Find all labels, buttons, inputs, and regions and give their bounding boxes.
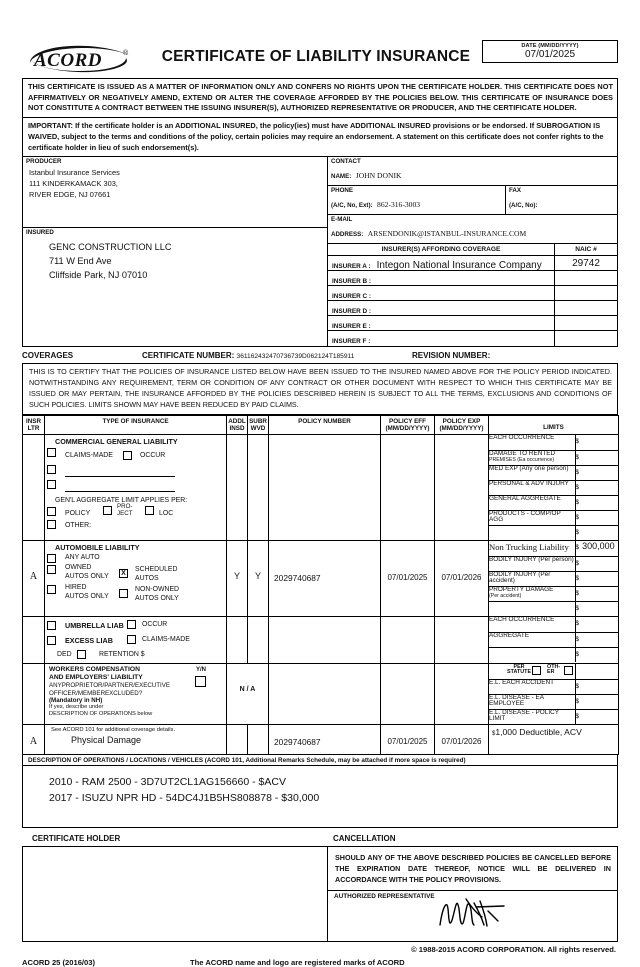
insured-block [23,236,327,328]
th-limits: LIMITS [543,423,564,431]
contact-insurers-right [328,157,617,346]
insurer-row [328,331,617,346]
umbrella-limit-value-2: $ [575,650,580,658]
umbrella-occur-checkbox[interactable] [127,620,136,629]
umbrella-limits-table [489,617,618,662]
wc-limit-name-2: E.L. DISEASE - POLICY LIMIT [489,709,575,724]
producer-block [23,165,327,227]
wc-limit-value-0: $ [575,679,618,694]
email-label: E-MAIL [331,216,353,224]
gl-limit-name-3: PERSONAL & ADV INJURY [489,480,575,495]
wc-limit-name-1: E.L. DISEASE - EA EMPLOYEE [489,694,575,709]
auto-any-auto-checkbox[interactable] [47,554,56,563]
insurer-f-name [370,335,376,346]
auto-hired-checkbox[interactable] [47,585,56,594]
contact-name-cell [328,157,617,186]
insured-address1: 711 W End Ave [49,256,112,267]
auto-owned-checkbox[interactable] [47,565,56,574]
umbrella-checkbox[interactable] [47,621,56,630]
limit-row [489,664,618,679]
trademark-text: The ACORD name and logo are registered marks of ACORD [190,958,405,967]
insurer-e-label: INSURER E : [332,323,371,331]
auto-limit-value-0: $ 300,000 [575,541,618,556]
contact-name-value: JOHN DONIK [355,171,402,181]
gl-other-checkbox[interactable] [47,520,56,529]
th-policy-number: POLICY NUMBER [298,417,351,425]
disclaimer-text: THIS CERTIFICATE IS ISSUED AS A MATTER OF INFORMATION ONLY AND CONFERS NO RIGHTS UPON THE CERTIFICATE HOLDER. THIS CERTIFICATE DOES NOT AFFIRMATIVELY OR NEGATIVELY AMEND, EXTEND OR ALTER THE COVERAGE AFFORDED BY THE POLICIES BELOW. THIS CERTIFICATE OF INSURANCE DOES NOT CONSTITUTE A CONTRACT BETWEEN THE ISSUING INSURER(S), AUTHORIZED REPRESENTATIVE OR PRODUCER, AND THE CERTIFICATE HOLDER. [28,82,613,113]
gl-loc-label: LOC [159,510,174,518]
gl-limit-value-2: $ [575,465,618,480]
certificate-holder-label: CERTIFICATE HOLDER [32,834,121,844]
umbrella-limit-value-0: $ [575,617,618,632]
th-insd: INSD [229,424,245,432]
auto-insr-ltr: A [29,571,38,583]
insurer-row [328,256,617,271]
insurer-row [328,271,617,286]
gl-limits-table [489,435,618,540]
ded-checkbox[interactable] [77,650,86,659]
umbrella-limit-value-1: $ [575,632,618,647]
auto-scheduled-label: SCHEDULED AUTOS [135,566,178,582]
gl-limit-name-0: EACH OCCURRENCE [489,435,575,450]
insurer-f-naic [555,331,617,346]
insurer-b-label: INSURER B : [332,278,372,286]
gl-limit-name-6 [489,525,575,540]
insurer-c-name [371,290,377,301]
limit-row [489,617,618,632]
gl-limit-value-5: $ [575,510,618,525]
limit-row [489,709,618,724]
th-policy-exp-fmt: (MM/DD/YYYY) [439,424,484,432]
wc-question: ANYPROPRIETOR/PARTNER/EXECUTIVE OFFICER/MEMBEREXCLUDED? [49,682,171,697]
limit-row [489,465,618,480]
coverage-table [22,415,619,755]
auto-limit-name-2: BODILY INJURY (Per accident) [489,571,575,586]
gl-policy-label: POLICY [65,510,91,518]
th-policy-eff-fmt: (MM/DD/YYYY) [385,424,430,432]
limit-row [489,647,618,662]
wc-limit-name-0: E.L. EACH ACCIDENT [489,679,575,694]
pd-subr [248,725,268,728]
gl-exp [435,435,488,438]
phone-value: 862-316-3003 [377,200,421,210]
gl-addl [227,435,247,438]
important-text: IMPORTANT: If the certificate holder is an ADDITIONAL INSURED, the policy(ies) must have ADDITIONAL INSURED provisions or be endorsed. If SUBROGATION IS WAIVED, subject to the terms and conditions of the policy, certain policies may require an endorsement. A statement on this certificate does not confer rights to the certificate holder in lieu of such endorsement(s). [28,121,604,152]
auto-limit-value-4: $ [575,604,580,612]
excess-claims-made-checkbox[interactable] [127,635,136,644]
producer-label: PRODUCER [26,158,62,166]
wc-per-statute-cell [489,664,575,679]
th-type: TYPE OF INSURANCE [102,417,169,425]
description-line-2: 2017 - ISUZU NPR HD - 54DC4J1B5HS808878 - $30,000 [49,792,320,805]
form-id: ACORD 25 (2016/03) [22,958,96,967]
gl-subr [248,435,268,438]
gl-project-label: PRO- JECT [117,503,133,517]
umbrella-liab-label: UMBRELLA LIAB [65,621,124,631]
coverages-bar [22,347,618,363]
description-line-1: 2010 - RAM 2500 - 3D7UT2CL1AG156660 - $ACV [49,776,286,789]
gl-blank-checkbox-1[interactable] [47,465,56,474]
coverage-row-umbrella-excess [23,617,619,664]
gl-blank-line-1 [65,476,175,477]
th-insr: INSR [25,417,42,425]
insurer-e-naic [555,316,617,330]
pd-insr-ltr: A [29,736,38,748]
gl-blank-checkbox-2[interactable] [47,480,56,489]
producer-insured-section [22,157,618,347]
fax-label2: (A/C, No): [509,202,538,210]
limit-row [489,541,618,556]
auto-limit-name-0: Non Trucking Liability [489,541,575,556]
gl-other-label: OTHER: [65,522,92,530]
pd-exp: 07/01/2026 [441,737,482,747]
contact-name-label2: NAME: [331,173,352,181]
insurer-d-label: INSURER D : [332,308,372,316]
certify-text: THIS IS TO CERTIFY THAT THE POLICIES OF INSURANCE LISTED BELOW HAVE BEEN ISSUED TO THE INSURED NAMED ABOVE FOR THE POLICY PERIOD INDICATED. NOTWITHSTANDING ANY REQUIREMENT, TERM OR CONDITION OF ANY CONTRACT OR OTHER DOCUMENT WITH RESPECT TO WHICH THIS CERTIFICATE MAY BE ISSUED OR MAY PERTAIN, THE INSURANCE AFFORDED BY THE POLICIES DESCRIBED HEREIN IS SUBJECT TO ALL THE TERMS, EXCLUSIONS AND CONDITIONS OF SUCH POLICIES. LIMITS SHOWN MAY HAVE BEEN REDUCED BY PAID CLAIMS. [22,363,618,414]
description-label: DESCRIPTION OF OPERATIONS / LOCATIONS / VEHICLES (ACORD 101, Additional Remarks Schedule, may be attached if more space is required) [22,755,618,766]
insured-address2: Cliffside Park, NJ 07010 [49,270,148,280]
producer-address1: 111 KINDERKAMACK 303, [29,179,118,189]
wc-yn-label: Y/N [195,667,206,674]
gl-agg-applies-label: GEN'L AGGREGATE LIMIT APPLIES PER: [55,497,188,505]
gl-limit-value-4: $ [575,495,618,510]
insured-label: INSURED [23,227,327,236]
umbrella-eff [381,617,434,620]
gl-title: COMMERCIAL GENERAL LIABILITY [55,437,178,447]
disclaimer-box [22,78,618,118]
limit-row [489,510,618,525]
email-value: ARSENDONIK@ISTANBUL-INSURANCE.COM [367,229,527,239]
limit-row [489,480,618,495]
insurers-heading: INSURER(S) AFFORDING COVERAGE [328,244,555,255]
limit-row [489,525,618,540]
wc-title: WORKERS COMPENSATION AND EMPLOYERS' LIABILITY [49,666,143,682]
producer-name: Istanbul Insurance Services [29,168,120,178]
phone-label2: (A/C, No, Ext): [331,202,373,210]
gl-limit-value-1: $ [575,450,618,465]
pd-policy-number: 2029740687 [274,737,321,748]
umbrella-limit-name-1: AGGREGATE [489,632,575,647]
insurer-b-name [371,275,377,286]
umbrella-policy-number [269,617,380,620]
signature-image [436,891,516,933]
phone-label: PHONE [331,187,354,195]
certificate-number-block [142,351,412,360]
insurer-f-label: INSURER F : [332,338,371,346]
wc-excluded-checkbox[interactable] [195,676,206,687]
auto-any-auto-label: ANY AUTO [65,554,100,562]
insurer-c-naic [555,286,617,300]
auto-scheduled-checkbox[interactable]: X [119,569,128,578]
wc-na: N / A [239,686,256,694]
th-policy-exp: POLICY EXP [442,417,481,425]
wc-other-checkbox[interactable] [564,666,573,675]
wc-limit-value-top [575,664,618,679]
insurer-row [328,316,617,331]
copyright-text: © 1988-2015 ACORD CORPORATION. All rights reserved. [411,945,616,955]
gl-policy-checkbox[interactable] [47,507,56,516]
umbrella-occur-label: OCCUR [142,621,168,629]
wc-limit-value-1: $ [575,694,618,709]
footer-box [22,846,618,942]
th-ltr: LTR [27,424,40,432]
acord-logo-icon [22,42,146,74]
gl-limit-name-2: MED EXP (Any one person) [489,465,575,480]
wc-other-label: OTH- ER [547,664,561,676]
pd-note: See ACORD 101 for additional coverage details. [51,727,176,734]
pd-limit-cell: $1,000 Deductible, ACV [492,727,582,738]
pd-title: Physical Damage [71,735,142,746]
gl-claims-made-label: CLAIMS-MADE [65,452,113,460]
excess-checkbox[interactable] [47,636,56,645]
limit-row [489,571,618,586]
coverage-row-general-liability [23,435,619,541]
wc-eff [381,664,434,667]
gl-limit-value-6: $ [575,528,580,536]
page-title: CERTIFICATE OF LIABILITY INSURANCE [161,48,471,65]
cancellation-label: CANCELLATION [333,834,396,844]
gl-occur-label: OCCUR [140,452,166,460]
auto-subr: Y [254,571,261,582]
th-addl: ADDL [228,417,246,425]
wc-mandatory: (Mandatory in NH) [49,697,103,704]
gl-blank-line-2 [65,491,175,492]
email-label2: ADDRESS: [331,231,364,239]
svg-text:ACORD: ACORD [34,50,102,71]
contact-name-label: CONTACT [331,158,361,166]
acord-logo [22,40,150,74]
important-box [22,118,618,157]
auto-eff: 07/01/2025 [387,573,428,583]
date-value: 07/01/2025 [524,49,576,60]
insurer-b-naic [555,271,617,285]
naic-heading: NAIC # [575,246,597,254]
limit-row [489,450,618,465]
wc-limits-table [489,664,618,724]
auto-limit-name-1: BODILY INJURY (Per person) [489,556,575,571]
email-cell [328,215,617,244]
auto-hired-label: HIRED AUTOS ONLY [65,584,109,600]
wc-policy-number [269,664,380,667]
insurers-header [328,244,617,256]
footer-labels-bar [22,828,618,846]
limit-row [489,435,618,450]
insurer-a-label: INSURER A : [332,263,371,271]
authorized-representative-label: AUTHORIZED REPRESENTATIVE [334,892,435,900]
insurer-row [328,286,617,301]
excess-liab-label: EXCESS LIAB [65,636,113,646]
pd-eff: 07/01/2025 [387,737,428,747]
wc-per-statute-label: PER STATUTE [507,664,532,676]
svg-text:®: ® [123,50,129,57]
gl-limit-name-1: DAMAGE TO RENTED PREMISES (Ea occurrence) [489,450,575,465]
description-body [22,766,618,828]
fax-cell [506,186,617,214]
auto-addl: Y [233,571,240,582]
gl-project-checkbox[interactable] [103,506,112,515]
coverage-table-header-row [23,415,619,434]
date-label: DATE (MM/DD/YYYY) [521,43,579,49]
limit-row [489,495,618,510]
gl-type-checkbox[interactable] [47,448,56,457]
pd-limit-text: 1,000 Deductible, ACV [495,727,582,738]
gl-policy-number [269,435,380,438]
auto-limit-value-1: $ [575,556,618,571]
coverages-label: COVERAGES [22,351,74,361]
umbrella-limit-name-2 [489,647,575,662]
insurer-a-name: Integon National Insurance Company [376,260,542,272]
retention-label: RETENTION $ [99,651,145,659]
limit-row [489,601,618,616]
form-footer-row [22,954,618,967]
limit-row [489,632,618,647]
auto-nonowned-checkbox[interactable] [119,589,128,598]
th-policy-eff: POLICY EFF [389,417,426,425]
limit-row [489,586,618,601]
auto-owned-label: OWNED AUTOS ONLY [65,564,109,580]
limit-row [489,694,618,709]
wc-per-statute-checkbox[interactable] [532,666,541,675]
auto-nonowned-label: NON-OWNED AUTOS ONLY [135,586,180,602]
auto-exp: 07/01/2026 [441,573,482,583]
excess-claims-made-label: CLAIMS-MADE [142,636,190,644]
umbrella-exp [435,617,488,620]
umbrella-limit-name-0: EACH OCCURRENCE [489,617,575,632]
coverage-row-physical-damage [23,725,619,755]
insurer-d-naic [555,301,617,315]
limit-row [489,556,618,571]
insurer-row [328,301,617,316]
producer-address2: RIVER EDGE, NJ 07661 [29,189,111,199]
certificate-number-value: 361162432470736739D062124T185911 [236,353,355,361]
insurer-a-naic: 29742 [572,258,600,270]
insured-name: GENC CONSTRUCTION LLC [49,242,172,253]
certificate-number-label: CERTIFICATE NUMBER: [142,351,235,361]
cancellation-block [328,847,617,941]
page-title-wrap [150,40,482,66]
th-subr: SUBR [249,417,267,425]
auto-title: AUTOMOBILE LIABILITY [55,543,140,553]
gl-claims-made-checkbox[interactable] [123,451,132,460]
gl-limit-name-4: GENERAL AGGREGATE [489,495,575,510]
gl-limit-value-0: $ [575,435,618,450]
auto-limit-value-3: $ [575,586,618,601]
wc-limit-value-2: $ [575,712,580,720]
authorized-representative-block [328,891,617,942]
umbrella-addl [227,617,247,620]
auto-limit-value-2: $ [575,571,618,586]
gl-loc-checkbox[interactable] [145,506,154,515]
auto-policy-number: 2029740687 [274,573,321,584]
auto-limits-table [489,541,618,616]
auto-limit-name-3: PROPERTY DAMAGE (Per accident) [489,586,575,601]
gl-limit-value-3: $ [575,480,618,495]
gl-eff [381,435,434,438]
umbrella-subr [248,617,268,620]
page-header [22,40,618,78]
insurer-c-label: INSURER C : [332,293,372,301]
certificate-holder-value [23,847,328,941]
coverage-row-automobile-liability [23,541,619,617]
gl-limit-name-5: PRODUCTS - COMP/OP AGG [489,510,575,525]
insurer-d-name [371,305,377,316]
wc-exp [435,664,488,667]
fax-label: FAX [509,187,522,195]
pd-addl [227,725,247,728]
ded-label: DED [57,651,72,659]
acord-certificate-page [22,40,618,967]
auto-limit-name-4 [489,601,575,616]
wc-ifyes: If yes, describe under DESCRIPTION OF OPERATIONS below [49,704,153,718]
limit-row [489,679,618,694]
phone-cell [328,186,506,214]
phone-fax-row [328,186,617,215]
coverage-row-workers-compensation [23,664,619,725]
date-box [482,40,618,63]
revision-number-label: REVISION NUMBER: [412,351,491,361]
cancellation-text: SHOULD ANY OF THE ABOVE DESCRIBED POLICIES BE CANCELLED BEFORE THE EXPIRATION DATE THEREOF, NOTICE WILL BE DELIVERED IN ACCORDANCE WITH THE POLICY PROVISIONS. [328,847,617,890]
insurer-e-name [371,320,377,331]
producer-insured-left [23,157,328,346]
th-wvd: WVD [250,424,266,432]
